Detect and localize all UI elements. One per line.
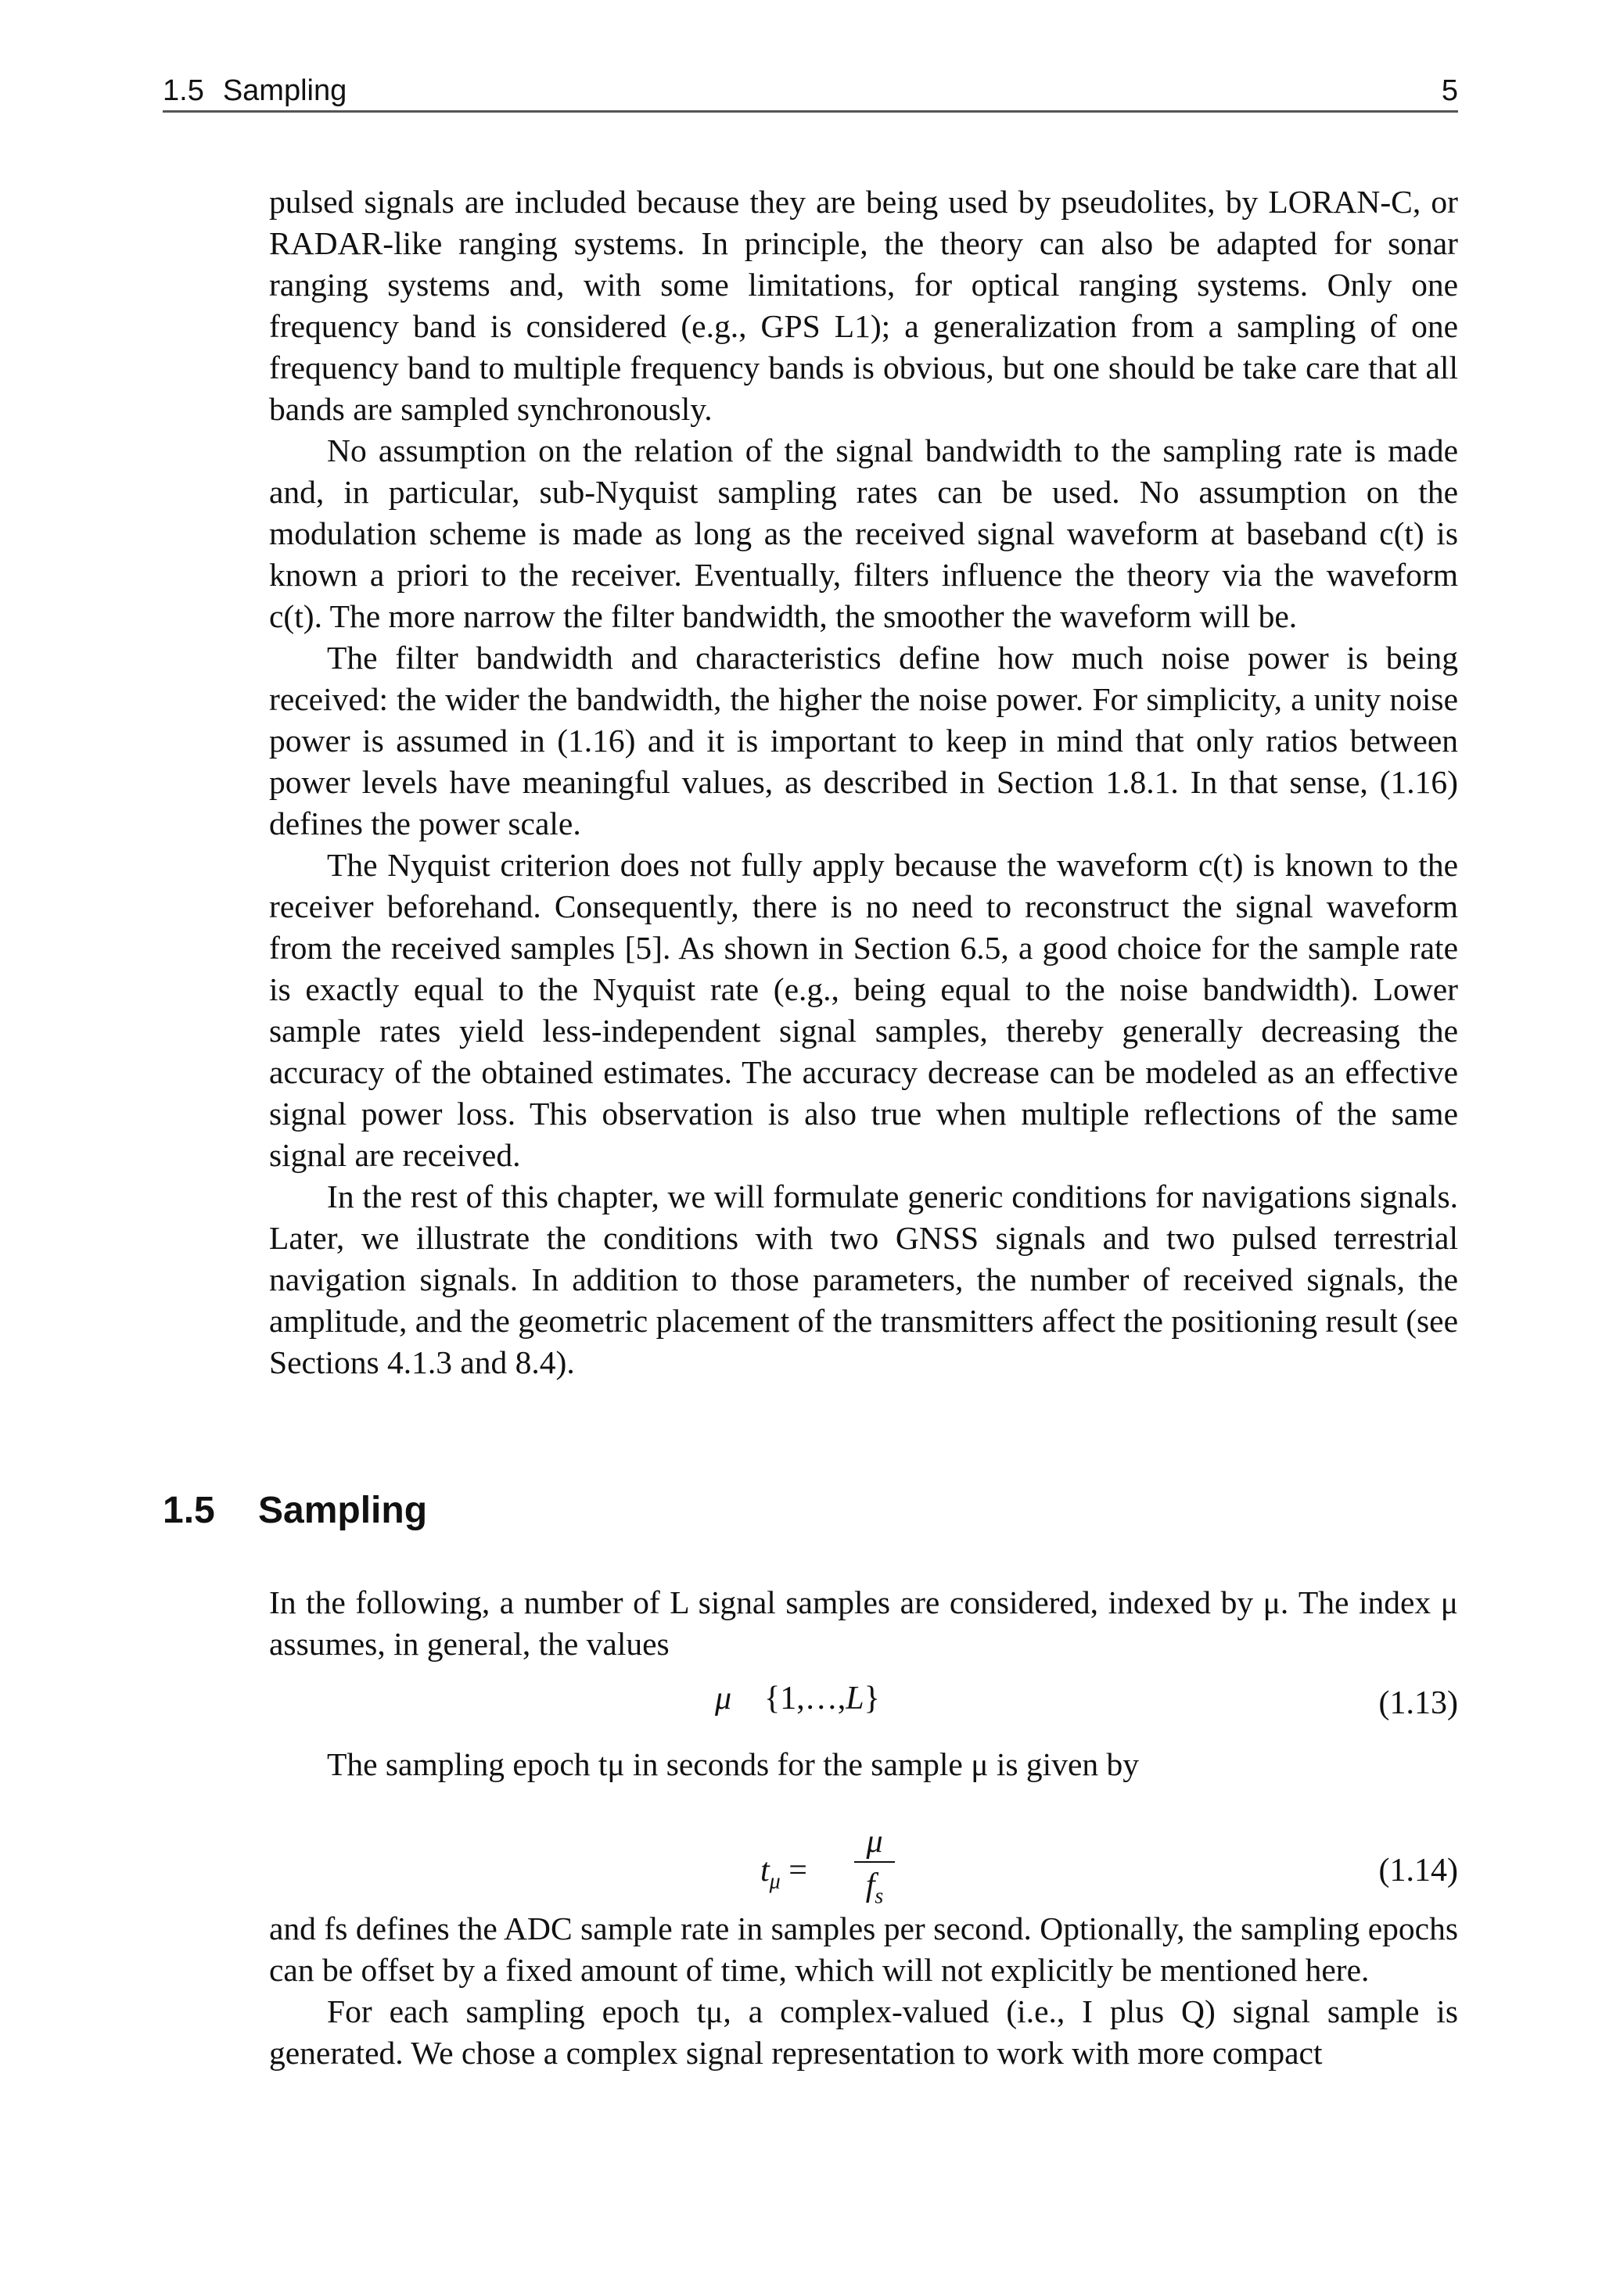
set-close-brace: } <box>864 1681 880 1717</box>
paragraph: The sampling epoch tμ in seconds for the sample μ is given by <box>327 1746 1139 1782</box>
paragraph: For each sampling epoch tμ, a complex-valued (i.e., I plus Q) signal sample is generated. We chose a complex signal representation to work with more compact <box>269 1993 1458 2071</box>
equation-number: (1.13) <box>1378 1685 1458 1721</box>
paragraph: In the following, a number of L signal samples are considered, indexed by μ. The index μ assumes, in general, the values <box>269 1584 1458 1662</box>
section-text <box>269 1908 1458 2074</box>
intro-text <box>269 181 1458 1383</box>
set-last-element: L <box>846 1681 864 1717</box>
section-text <box>269 1744 1458 1785</box>
paragraph: and fs defines the ADC sample rate in samples per second. Optionally, the sampling epochs can be offset by a fixed amount of time, which will not explicitly be mentioned here. <box>269 1910 1458 1988</box>
header-section-number: 1.5 <box>163 74 204 107</box>
paragraph: pulsed signals are included because they are being used by pseudolites, by LORAN-C, or RADAR-like ranging systems. In principle, the theory can also be adapted for sonar ranging systems and, with some limitations, for optical ranging systems. Only one frequency band is considered (e.g., GPS L1); a generalization from a sampling of one frequency band to multiple frequency bands is obvious, but one should be take care that all bands are sampled synchronously. <box>269 184 1458 427</box>
denominator-symbol: f <box>865 1867 875 1903</box>
fraction-numerator: μ <box>854 1822 895 1863</box>
equation-body <box>715 1680 880 1717</box>
section-title: Sampling <box>258 1490 428 1531</box>
header-section-title: Sampling <box>222 74 347 107</box>
equation-number: (1.14) <box>1378 1853 1458 1889</box>
section-number: 1.5 <box>163 1490 215 1531</box>
paragraph: No assumption on the relation of the signal bandwidth to the sampling rate is made and, in particular, sub-Nyquist sampling rates can be used. No assumption on the modulation scheme is made as long as the received signal waveform at baseband c(t) is known a priori to the receiver. Eventually, filters influence the theory via the waveform c(t). The more narrow the filter bandwidth, the smoother the waveform will be. <box>269 432 1458 634</box>
equation-lhs <box>760 1852 807 1894</box>
denominator-subscript: s <box>875 1884 884 1909</box>
set-elements: 1,…, <box>780 1681 846 1717</box>
lhs-symbol: t <box>760 1853 770 1889</box>
equals-sign: = <box>788 1853 807 1889</box>
running-header <box>163 75 1458 113</box>
set-open-brace: { <box>764 1681 781 1717</box>
equation-lhs: μ <box>715 1681 732 1717</box>
header-section <box>163 74 347 108</box>
page-number: 5 <box>1441 74 1458 107</box>
paragraph: The Nyquist criterion does not fully apply because the waveform c(t) is known to the receiver beforehand. Consequently, there is no need to reconstruct the signal waveform from the received samples [5]. As shown in Section 6.5, a good choice for the sample rate is exactly equal to the Nyquist rate (e.g., being equal to the noise bandwidth). Lower sample rates yield less-independent signal samples, thereby generally decreasing the accuracy of the obtained estimates. The accuracy decrease can be modeled as an effective signal power loss. This observation is also true when multiple reflections of the same signal are received. <box>269 847 1458 1173</box>
equation-1-13 <box>269 1680 1458 1750</box>
section-heading <box>163 1489 427 1532</box>
fraction-denominator <box>854 1863 895 1907</box>
lhs-subscript: μ <box>769 1869 781 1894</box>
paragraph: The filter bandwidth and characteristics define how much noise power is being received: the wider the bandwidth, the higher the noise power. For simplicity, a unity noise power is assumed in (1.16) and it is important to keep in mind that only ratios between power levels have meaningful values, as described in Section 1.8.1. In that sense, (1.16) defines the power scale. <box>269 640 1458 841</box>
fraction <box>854 1822 895 1907</box>
paragraph: In the rest of this chapter, we will formulate generic conditions for navigations signals. Later, we illustrate the conditions with two GNSS signals and two pulsed terrestrial navigation signals. In addition to those parameters, the number of received signals, the amplitude, and the geometric placement of the transmitters affect the positioning result (see Sections 4.1.3 and 8.4). <box>269 1178 1458 1380</box>
section-text <box>269 1582 1458 1665</box>
